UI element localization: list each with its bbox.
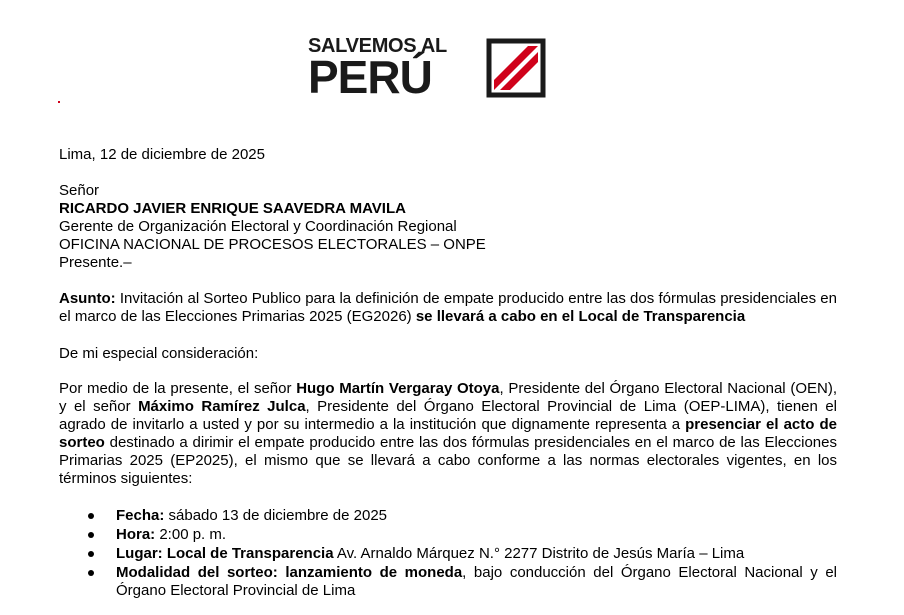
body-text-3: , Presidente del Órgano Electoral Provincial de Lima (OEP-LIMA), tienen el agrado de invitarlo a usted y por su intermedio a la institución que dignamente representa a bbox=[59, 398, 837, 433]
greeting: De mi especial consideración: bbox=[59, 345, 259, 362]
body-president-oep: Máximo Ramírez Julca bbox=[138, 398, 306, 415]
addressee-block bbox=[59, 182, 837, 272]
party-logo bbox=[308, 35, 548, 103]
logo-slash-box-icon bbox=[486, 38, 546, 98]
subject-location: se llevará a cabo en el Local de Transparencia bbox=[415, 308, 746, 325]
addressee-closing: Presente.– bbox=[59, 254, 132, 271]
list-item bbox=[59, 564, 837, 600]
decorative-dot bbox=[58, 101, 60, 103]
logo-text-top: SALVEMOS AL bbox=[308, 35, 447, 57]
term-value: , bajo conducción del Órgano Electoral Nacional y el Órgano Electoral Provincial de Lima bbox=[116, 564, 837, 599]
list-item bbox=[59, 526, 837, 544]
body-paragraph bbox=[59, 380, 837, 488]
bullet-icon bbox=[88, 513, 94, 519]
bullet-icon bbox=[88, 532, 94, 538]
term-label: Lugar: Local de Transparencia bbox=[116, 545, 334, 562]
terms-list bbox=[59, 507, 837, 601]
body-text-4: destinado a dirimir el empate producido entre las dos fórmulas presidenciales en el marco de las Elecciones Primarias 2025 (EP2025), el mismo que se llevará a cabo conforme a las normas electorales vigentes, en los términos siguientes: bbox=[59, 434, 837, 487]
subject-paragraph bbox=[59, 290, 837, 326]
body-text-1: Por medio de la presente, el señor bbox=[59, 380, 297, 397]
body-invitation-purpose: presenciar el acto de sorteo bbox=[59, 416, 837, 451]
list-item bbox=[59, 507, 837, 525]
term-label: Modalidad del sorteo: lanzamiento de moneda bbox=[116, 564, 463, 581]
addressee-office: OFICINA NACIONAL DE PROCESOS ELECTORALES – ONPE bbox=[59, 236, 486, 253]
bullet-icon bbox=[88, 570, 94, 576]
body-president-oen: Hugo Martín Vergaray Otoya bbox=[296, 380, 500, 397]
term-label: Fecha: bbox=[116, 507, 165, 524]
list-item bbox=[59, 545, 837, 563]
subject-label: Asunto: bbox=[59, 290, 116, 307]
body-text-2: , Presidente del Órgano Electoral Nacional (OEN), y el señor bbox=[59, 380, 838, 415]
addressee-position: Gerente de Organización Electoral y Coordinación Regional bbox=[59, 218, 457, 235]
term-label: Hora: bbox=[116, 526, 156, 543]
letter-date: Lima, 12 de diciembre de 2025 bbox=[59, 146, 265, 163]
addressee-name: RICARDO JAVIER ENRIQUE SAAVEDRA MAVILA bbox=[59, 200, 406, 217]
bullet-icon bbox=[88, 551, 94, 557]
term-value: 2:00 p. m. bbox=[155, 526, 227, 543]
term-value: Av. Arnaldo Márquez N.° 2277 Distrito de Jesús María – Lima bbox=[333, 545, 745, 562]
addressee-salutation: Señor bbox=[59, 182, 100, 199]
subject-text: Invitación al Sorteo Publico para la definición de empate producido entre las dos fórmulas presidenciales en el marco de las Elecciones Primarias 2025 (EG2026) bbox=[59, 290, 837, 325]
logo-text-bottom: PERÚ bbox=[308, 51, 432, 103]
term-value: sábado 13 de diciembre de 2025 bbox=[164, 507, 388, 524]
